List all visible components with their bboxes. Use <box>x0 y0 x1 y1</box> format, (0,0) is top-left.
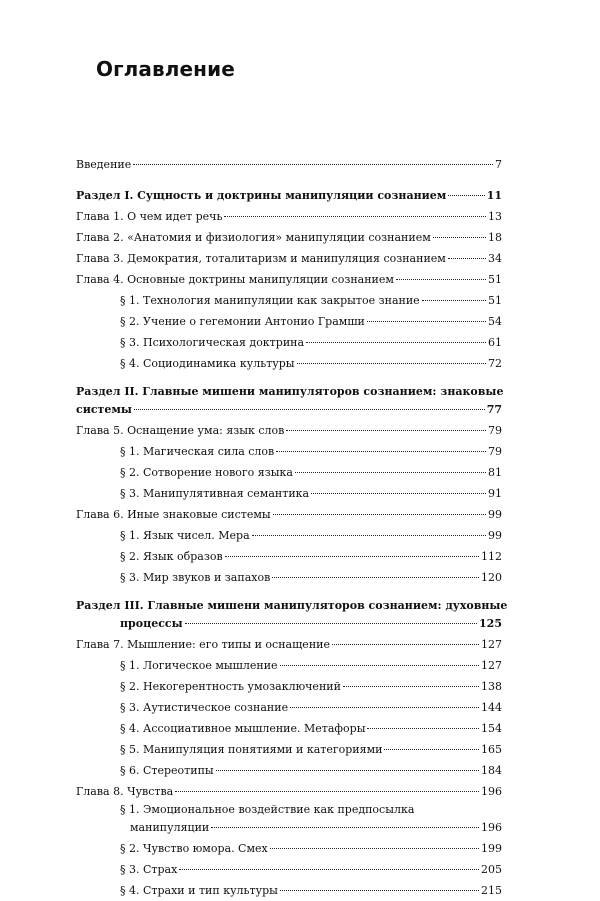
toc-entry-paragraph <box>76 880 502 901</box>
toc-page: 99 <box>488 508 502 521</box>
toc-label-continued: системы <box>76 403 132 416</box>
toc-page: 99 <box>488 529 502 542</box>
toc-label: § 2. Чувство юмора. Смех <box>120 842 268 855</box>
toc-entry-section-3-cont <box>76 613 502 634</box>
toc-page: 205 <box>481 863 502 876</box>
toc-entry-paragraph <box>76 483 502 504</box>
toc-page: 51 <box>488 273 502 286</box>
toc-entry-chapter-8 <box>76 781 502 802</box>
toc-label: § 1. Магическая сила слов <box>120 445 275 458</box>
dot-leader <box>175 791 479 792</box>
toc-entry-paragraph <box>76 802 502 817</box>
toc-label: Глава 8. Чувства <box>76 785 174 798</box>
dot-leader <box>311 493 486 494</box>
toc-label: Глава 7. Мышление: его типы и оснащение <box>76 638 330 651</box>
toc-entry-paragraph <box>76 655 502 676</box>
toc-page: 127 <box>481 638 502 651</box>
dot-leader <box>448 195 484 196</box>
toc-label: § 1. Технология манипуляции как закрытое знание <box>120 294 420 307</box>
dot-leader <box>306 342 486 343</box>
toc-label: § 3. Аутистическое сознание <box>120 701 289 714</box>
toc-label: § 2. Учение о гегемонии Антонио Грамши <box>120 315 365 328</box>
toc-label: § 4. Социодинамика культуры <box>120 357 295 370</box>
dot-leader <box>273 514 486 515</box>
toc-entry-chapter-5 <box>76 420 502 441</box>
toc-entry-paragraph <box>76 462 502 483</box>
toc-page: 196 <box>481 821 502 834</box>
toc-label: Глава 4. Основные доктрины манипуляции сознанием <box>76 273 394 286</box>
dot-leader <box>332 644 479 645</box>
dot-leader <box>224 216 486 217</box>
toc-page: 11 <box>486 189 502 202</box>
toc-entry-paragraph <box>76 760 502 781</box>
toc-label: § 3. Страх <box>120 863 178 876</box>
toc-entry-paragraph <box>76 290 502 311</box>
toc-entry-section-2-cont <box>76 399 502 420</box>
dot-leader <box>216 770 479 771</box>
toc-entry-paragraph <box>76 676 502 697</box>
toc-page: 154 <box>481 722 502 735</box>
page-title: Оглавление <box>96 57 235 81</box>
dot-leader <box>185 623 477 624</box>
toc-label: Раздел I. Сущность и доктрины манипуляции сознанием <box>76 189 447 202</box>
dot-leader <box>270 848 479 849</box>
toc-label: Глава 1. О чем идет речь <box>76 210 223 223</box>
toc-page: 127 <box>481 659 502 672</box>
toc-page: 61 <box>488 336 502 349</box>
toc-page: 13 <box>488 210 502 223</box>
toc-label: § 3. Манипулятивная семантика <box>120 487 310 500</box>
toc-page: 34 <box>488 252 502 265</box>
dot-leader <box>396 279 486 280</box>
toc-page: 165 <box>481 743 502 756</box>
toc-entry-paragraph <box>76 332 502 353</box>
toc-label: § 3. Мир звуков и запахов <box>120 571 271 584</box>
toc-page: 138 <box>481 680 502 693</box>
dot-leader <box>134 409 485 410</box>
toc-page: 77 <box>486 403 502 416</box>
toc-entry-paragraph <box>76 567 502 588</box>
toc-label: Раздел III. Главные мишени манипуляторов сознанием: духовные <box>76 599 508 612</box>
toc-page: 112 <box>481 550 502 563</box>
toc-label: § 3. Психологическая доктрина <box>120 336 305 349</box>
toc-label: § 2. Некогерентность умозаключений <box>120 680 341 693</box>
toc-page: 79 <box>488 445 502 458</box>
toc-entry-paragraph <box>76 525 502 546</box>
toc-page: 125 <box>479 617 502 630</box>
toc-label: Глава 5. Оснащение ума: язык слов <box>76 424 285 437</box>
dot-leader <box>179 869 479 870</box>
toc-page: 72 <box>488 357 502 370</box>
toc-entry-paragraph <box>76 718 502 739</box>
toc-entry-paragraph <box>76 697 502 718</box>
dot-leader <box>448 258 486 259</box>
dot-leader <box>295 472 486 473</box>
toc-entry-chapter-3 <box>76 248 502 269</box>
toc-page: 18 <box>488 231 502 244</box>
toc-label: § 1. Эмоциональное воздействие как предпосылка <box>120 803 415 816</box>
dot-leader <box>290 707 479 708</box>
toc-page: 7 <box>495 158 502 171</box>
toc-page: 51 <box>488 294 502 307</box>
dot-leader <box>297 363 486 364</box>
toc-label: § 2. Язык образов <box>120 550 223 563</box>
toc-page: 196 <box>481 785 502 798</box>
toc-entry-chapter-7 <box>76 634 502 655</box>
toc-page: 199 <box>481 842 502 855</box>
dot-leader <box>133 164 493 165</box>
toc-entry-section-3 <box>76 598 508 613</box>
dot-leader <box>367 321 486 322</box>
toc-label: § 6. Стереотипы <box>120 764 214 777</box>
toc-label-continued: процессы <box>120 617 183 630</box>
toc-label: Введение <box>76 158 132 171</box>
dot-leader <box>433 237 486 238</box>
dot-leader <box>280 890 479 891</box>
toc-entry-paragraph <box>76 546 502 567</box>
toc-entry-intro <box>76 154 502 175</box>
toc-entry-section-2 <box>76 384 502 399</box>
toc-entry-chapter-1 <box>76 206 502 227</box>
toc-entry-chapter-6 <box>76 504 502 525</box>
toc-page: 215 <box>481 884 502 897</box>
table-of-contents <box>76 154 508 901</box>
toc-label: § 1. Логическое мышление <box>120 659 278 672</box>
dot-leader <box>225 556 479 557</box>
toc-entry-paragraph <box>76 441 502 462</box>
toc-entry-paragraph <box>76 353 502 374</box>
dot-leader <box>252 535 486 536</box>
toc-page: 91 <box>488 487 502 500</box>
toc-entry-paragraph-cont <box>76 817 502 838</box>
toc-page: 79 <box>488 424 502 437</box>
toc-page: 54 <box>488 315 502 328</box>
toc-entry-chapter-4 <box>76 269 502 290</box>
dot-leader <box>367 728 479 729</box>
dot-leader <box>272 577 479 578</box>
toc-page: 184 <box>481 764 502 777</box>
toc-label-continued: манипуляции <box>130 821 210 834</box>
dot-leader <box>211 827 479 828</box>
toc-entry-paragraph <box>76 311 502 332</box>
toc-label: Раздел II. Главные мишени манипуляторов сознанием: знаковые <box>76 385 504 398</box>
toc-label: § 4. Страхи и тип культуры <box>120 884 278 897</box>
toc-label: § 1. Язык чисел. Мера <box>120 529 250 542</box>
toc-entry-paragraph <box>76 838 502 859</box>
toc-label: Глава 2. «Анатомия и физиология» манипуляции сознанием <box>76 231 431 244</box>
toc-page: 81 <box>488 466 502 479</box>
toc-page: 120 <box>481 571 502 584</box>
toc-label: § 2. Сотворение нового языка <box>120 466 293 479</box>
toc-entry-paragraph <box>76 859 502 880</box>
dot-leader <box>422 300 486 301</box>
toc-label: Глава 3. Демократия, тоталитаризм и манипуляция сознанием <box>76 252 446 265</box>
dot-leader <box>343 686 479 687</box>
toc-entry-section-1 <box>76 185 502 206</box>
toc-label: Глава 6. Иные знаковые системы <box>76 508 271 521</box>
toc-label: § 4. Ассоциативное мышление. Метафоры <box>120 722 366 735</box>
toc-label: § 5. Манипуляция понятиями и категориями <box>120 743 383 756</box>
toc-page: 144 <box>481 701 502 714</box>
toc-entry-chapter-2 <box>76 227 502 248</box>
dot-leader <box>286 430 486 431</box>
dot-leader <box>280 665 479 666</box>
dot-leader <box>276 451 486 452</box>
